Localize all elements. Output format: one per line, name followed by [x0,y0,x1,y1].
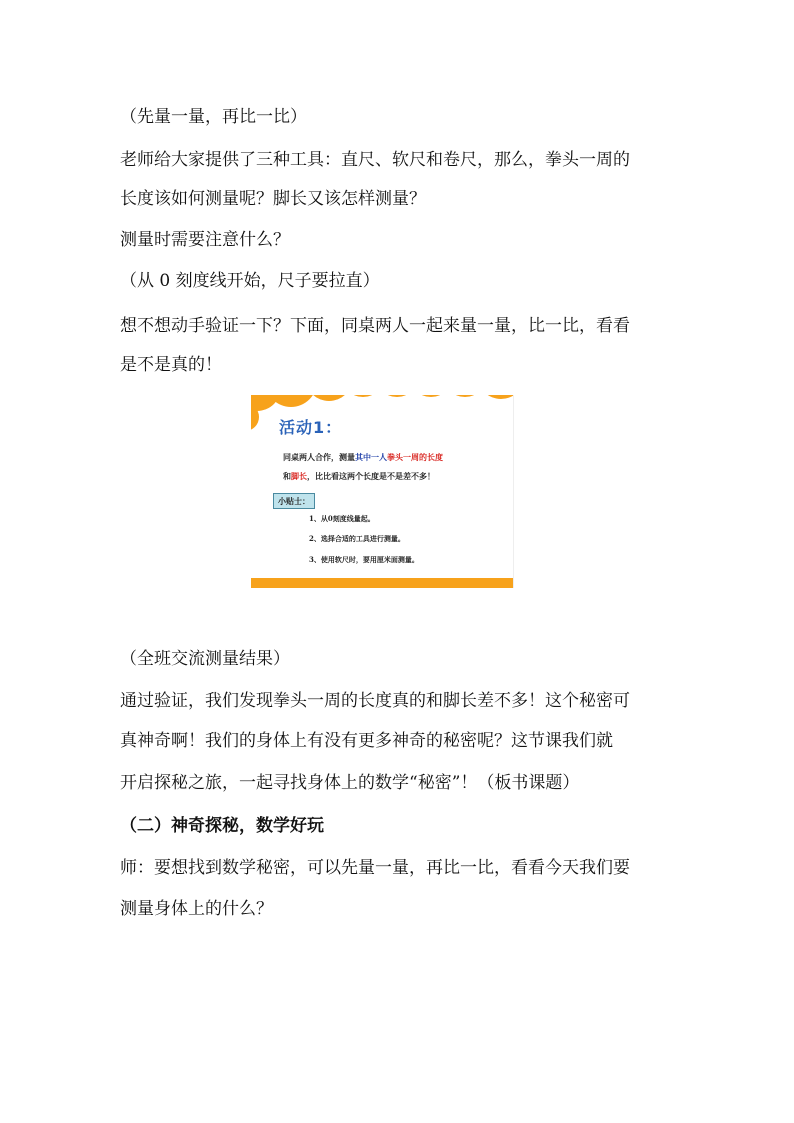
paragraph-3: 长度该如何测量呢？脚长又该怎样测量？ [120,189,426,209]
tip-item-1: 1、从0刻度线量起。 [309,514,375,523]
paragraph-12: 师：要想找到数学秘密，可以先量一量，再比一比，看看今天我们要 [120,858,630,878]
slide-line-2: 和脚长，比比看这两个长度是不是差不多！ [283,471,435,481]
paragraph-8: （全班交流测量结果） [120,649,290,669]
paragraph-11: 开启探秘之旅，一起寻找身体上的数学“秘密”！（板书课题） [120,773,580,793]
paragraph-7: 是不是真的！ [120,355,222,375]
paragraph-2: 老师给大家提供了三种工具：直尺、软尺和卷尺，那么，拳头一周的 [120,150,630,170]
section-heading: （二）神奇探秘，数学好玩 [120,816,324,836]
paragraph-4: 测量时需要注意什么？ [120,230,290,250]
tip-item-2: 2、选择合适的工具进行测量。 [309,534,405,543]
slide-bottom-bar [251,578,513,588]
paragraph-9: 通过验证，我们发现拳头一周的长度真的和脚长差不多！这个秘密可 [120,691,630,711]
paragraph-5: （从 0 刻度线开始，尺子要拉直） [120,271,380,291]
paragraph-13: 测量身体上的什么？ [120,899,273,919]
activity-slide-image [251,395,514,588]
slide-line-1: 同桌两人合作，测量其中一人拳头一周的长度 [283,452,443,462]
paragraph-6: 想不想动手验证一下？下面，同桌两人一起来量一量，比一比，看看 [120,316,630,336]
paragraph-10: 真神奇啊！我们的身体上有没有更多神奇的秘密呢？这节课我们就 [120,731,613,751]
tip-item-3: 3、使用软尺时，要用厘米面测量。 [309,555,419,564]
tip-label-box: 小贴士： [273,493,315,509]
slide-title: 活动1： [279,418,343,437]
paragraph-1: （先量一量，再比一比） [120,107,307,127]
